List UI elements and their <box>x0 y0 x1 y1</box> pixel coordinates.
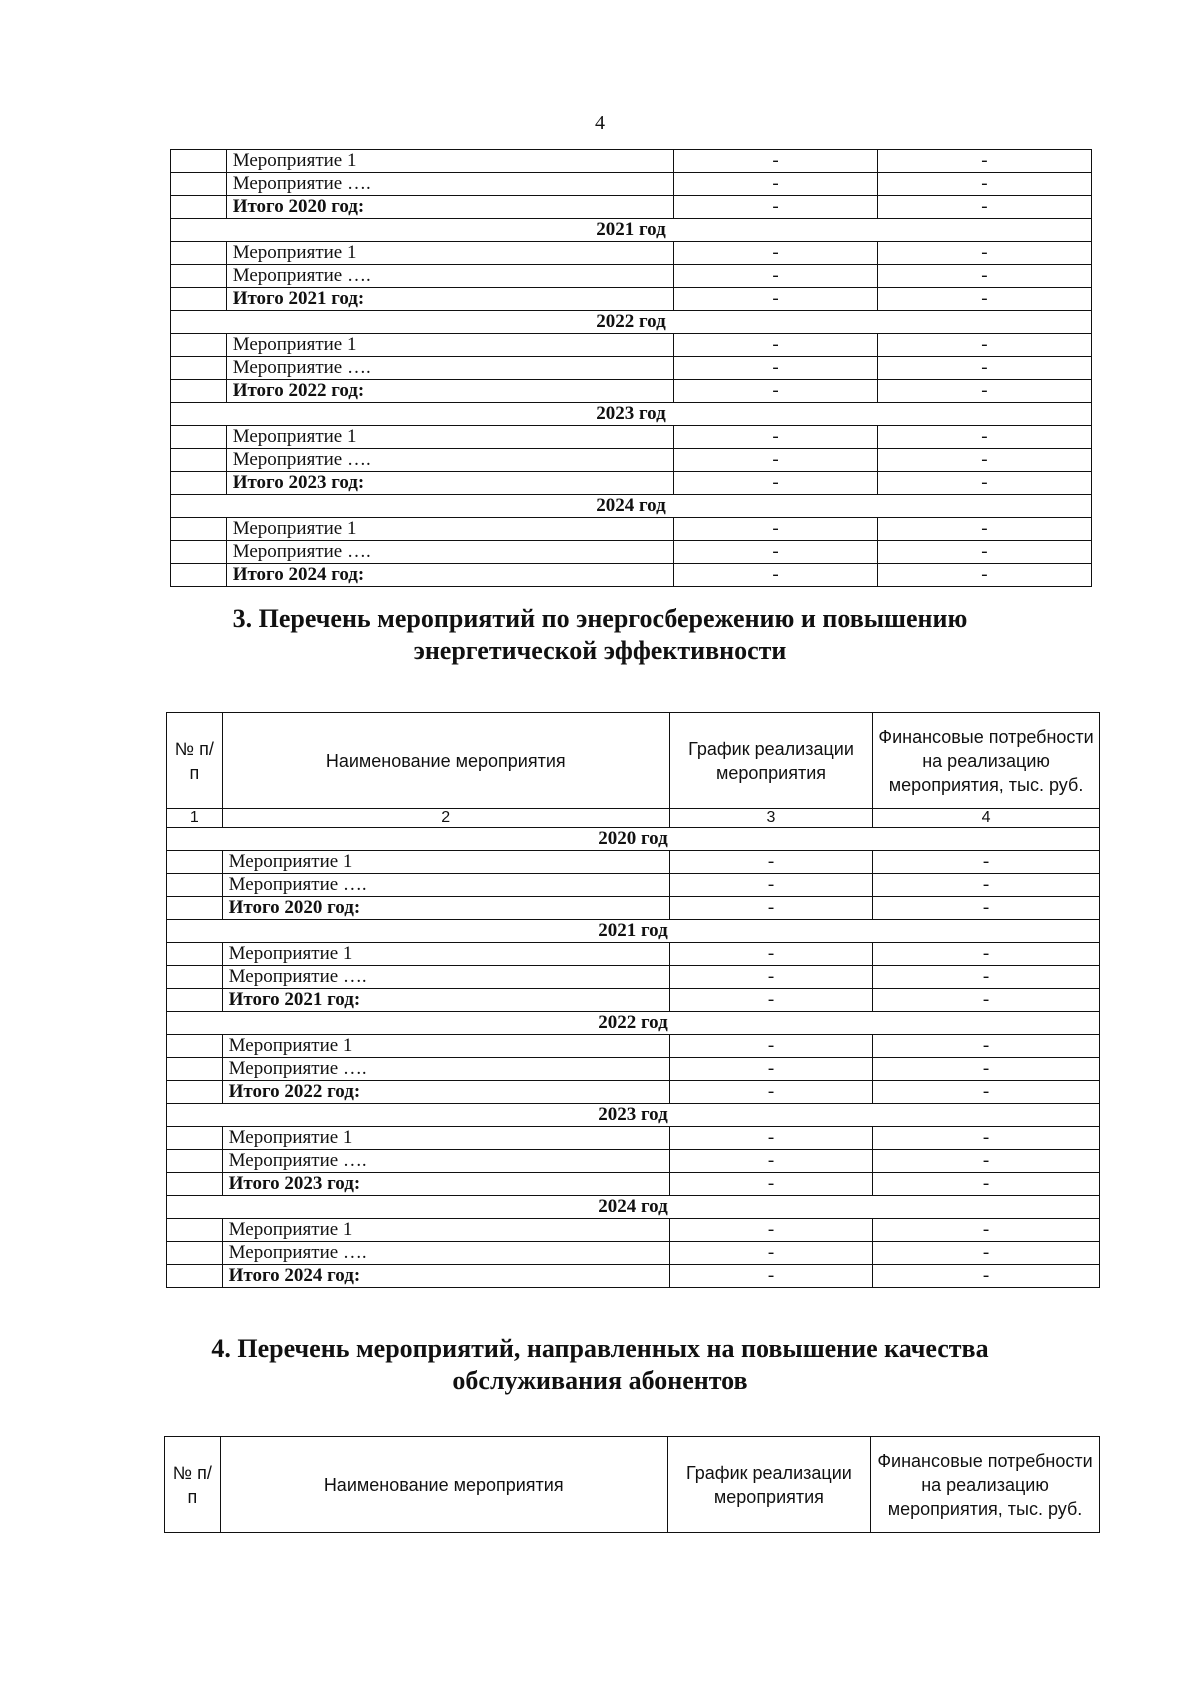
finance-cell: - <box>877 449 1091 472</box>
total-row <box>171 380 1092 403</box>
schedule-cell: - <box>674 472 877 495</box>
section4-title-line1: 4. Перечень мероприятий, направленных на повышение качества <box>211 1334 989 1363</box>
num-cell <box>167 874 223 897</box>
section4-table <box>164 1436 1100 1533</box>
year-row <box>171 311 1092 334</box>
event-name-cell: Мероприятие 1 <box>226 150 674 173</box>
year-row <box>171 403 1092 426</box>
total-row <box>167 1173 1100 1196</box>
schedule-cell: - <box>669 1081 872 1104</box>
total-row <box>171 288 1092 311</box>
num-cell <box>167 1127 223 1150</box>
year-label: 2024 год <box>167 1196 1100 1219</box>
year-label: 2023 год <box>167 1104 1100 1127</box>
finance-cell: - <box>877 173 1091 196</box>
year-row <box>167 1104 1100 1127</box>
schedule-cell: - <box>669 851 872 874</box>
event-name-cell: Мероприятие 1 <box>222 1127 669 1150</box>
continuation-table <box>170 149 1092 587</box>
schedule-cell: - <box>674 265 877 288</box>
event-name-cell: Итого 2024 год: <box>226 564 674 587</box>
event-name-cell: Итого 2020 год: <box>222 897 669 920</box>
table-row <box>167 1127 1100 1150</box>
schedule-cell: - <box>669 1219 872 1242</box>
finance-cell: - <box>877 196 1091 219</box>
table-row <box>171 357 1092 380</box>
section3-title <box>150 603 1050 667</box>
num-cell <box>167 1219 223 1242</box>
year-row <box>167 920 1100 943</box>
total-row <box>167 1081 1100 1104</box>
schedule-cell: - <box>669 1242 872 1265</box>
num-cell <box>171 288 227 311</box>
year-row <box>167 828 1100 851</box>
event-name-cell: Мероприятие …. <box>226 541 674 564</box>
event-name-cell: Мероприятие …. <box>222 874 669 897</box>
num-cell <box>171 173 227 196</box>
event-name-cell: Мероприятие …. <box>222 1242 669 1265</box>
event-name-cell: Мероприятие 1 <box>222 1219 669 1242</box>
schedule-cell: - <box>669 1058 872 1081</box>
finance-cell: - <box>877 334 1091 357</box>
section3-title-line2: энергетической эффективности <box>413 636 787 665</box>
page-number: 4 <box>595 112 605 134</box>
table-row <box>167 1150 1100 1173</box>
num-cell <box>171 265 227 288</box>
finance-cell: - <box>873 989 1100 1012</box>
finance-cell: - <box>877 150 1091 173</box>
event-name-cell: Мероприятие 1 <box>222 851 669 874</box>
num-cell <box>171 472 227 495</box>
header-num: № п/п <box>165 1437 221 1533</box>
schedule-cell: - <box>669 897 872 920</box>
schedule-cell: - <box>674 449 877 472</box>
section3-table <box>166 712 1100 1288</box>
table-row <box>167 943 1100 966</box>
finance-cell: - <box>877 265 1091 288</box>
event-name-cell: Мероприятие …. <box>222 1058 669 1081</box>
year-row <box>171 219 1092 242</box>
schedule-cell: - <box>669 966 872 989</box>
table-row <box>171 541 1092 564</box>
finance-cell: - <box>873 1150 1100 1173</box>
table-row <box>167 966 1100 989</box>
table-row <box>167 1219 1100 1242</box>
year-row <box>171 495 1092 518</box>
finance-cell: - <box>873 943 1100 966</box>
finance-cell: - <box>873 1058 1100 1081</box>
finance-cell: - <box>873 897 1100 920</box>
schedule-cell: - <box>674 150 877 173</box>
total-row <box>171 472 1092 495</box>
schedule-cell: - <box>674 518 877 541</box>
table-row <box>171 242 1092 265</box>
event-name-cell: Итого 2023 год: <box>222 1173 669 1196</box>
num-cell <box>171 426 227 449</box>
num-cell <box>171 564 227 587</box>
header-name: Наименование мероприятия <box>220 1437 667 1533</box>
event-name-cell: Мероприятие …. <box>222 1150 669 1173</box>
num-cell <box>167 1035 223 1058</box>
num-cell <box>167 943 223 966</box>
event-name-cell: Итого 2024 год: <box>222 1265 669 1288</box>
schedule-cell: - <box>669 989 872 1012</box>
schedule-cell: - <box>674 242 877 265</box>
event-name-cell: Мероприятие …. <box>222 966 669 989</box>
event-name-cell: Мероприятие 1 <box>226 426 674 449</box>
total-row <box>171 196 1092 219</box>
col-number-3: 3 <box>669 809 872 828</box>
num-cell <box>171 518 227 541</box>
table-row <box>171 449 1092 472</box>
col-number-2: 2 <box>222 809 669 828</box>
col-number-4: 4 <box>873 809 1100 828</box>
num-cell <box>167 1242 223 1265</box>
table-row <box>171 426 1092 449</box>
header-schedule: График реализации мероприятия <box>669 713 872 809</box>
year-label: 2021 год <box>167 920 1100 943</box>
event-name-cell: Мероприятие 1 <box>226 518 674 541</box>
schedule-cell: - <box>669 1150 872 1173</box>
num-cell <box>171 242 227 265</box>
finance-cell: - <box>877 564 1091 587</box>
section4-title-line2: обслуживания абонентов <box>452 1366 748 1395</box>
year-label: 2021 год <box>171 219 1092 242</box>
schedule-cell: - <box>674 426 877 449</box>
event-name-cell: Мероприятие …. <box>226 449 674 472</box>
schedule-cell: - <box>674 334 877 357</box>
total-row <box>167 897 1100 920</box>
event-name-cell: Мероприятие …. <box>226 173 674 196</box>
num-cell <box>171 334 227 357</box>
num-cell <box>171 150 227 173</box>
num-cell <box>167 1173 223 1196</box>
event-name-cell: Итого 2020 год: <box>226 196 674 219</box>
event-name-cell: Мероприятие 1 <box>226 242 674 265</box>
finance-cell: - <box>873 1265 1100 1288</box>
finance-cell: - <box>873 1127 1100 1150</box>
total-row <box>171 564 1092 587</box>
num-cell <box>167 1081 223 1104</box>
finance-cell: - <box>877 518 1091 541</box>
finance-cell: - <box>873 1219 1100 1242</box>
year-row <box>167 1196 1100 1219</box>
event-name-cell: Итого 2023 год: <box>226 472 674 495</box>
table-row <box>167 1058 1100 1081</box>
total-row <box>167 1265 1100 1288</box>
table-row <box>171 334 1092 357</box>
schedule-cell: - <box>674 288 877 311</box>
event-name-cell: Мероприятие …. <box>226 265 674 288</box>
year-label: 2023 год <box>171 403 1092 426</box>
finance-cell: - <box>877 357 1091 380</box>
header-num: № п/п <box>167 713 223 809</box>
finance-cell: - <box>873 1035 1100 1058</box>
schedule-cell: - <box>674 357 877 380</box>
header-finance: Финансовые потребности на реализацию мероприятия, тыс. руб. <box>871 1437 1100 1533</box>
num-cell <box>171 541 227 564</box>
finance-cell: - <box>877 472 1091 495</box>
finance-cell: - <box>877 288 1091 311</box>
col-number-1: 1 <box>167 809 223 828</box>
schedule-cell: - <box>669 1173 872 1196</box>
num-cell <box>167 851 223 874</box>
finance-cell: - <box>877 541 1091 564</box>
finance-cell: - <box>877 380 1091 403</box>
header-schedule: График реализации мероприятия <box>667 1437 870 1533</box>
event-name-cell: Мероприятие …. <box>226 357 674 380</box>
schedule-cell: - <box>669 874 872 897</box>
section4-title <box>150 1333 1050 1397</box>
num-cell <box>167 989 223 1012</box>
event-name-cell: Мероприятие 1 <box>226 334 674 357</box>
year-label: 2020 год <box>167 828 1100 851</box>
num-cell <box>171 449 227 472</box>
num-cell <box>167 1058 223 1081</box>
year-label: 2024 год <box>171 495 1092 518</box>
num-cell <box>167 1265 223 1288</box>
section3-title-line1: 3. Перечень мероприятий по энергосбережению и повышению <box>232 604 968 633</box>
table-row <box>171 518 1092 541</box>
header-name: Наименование мероприятия <box>222 713 669 809</box>
finance-cell: - <box>873 1081 1100 1104</box>
event-name-cell: Итого 2022 год: <box>222 1081 669 1104</box>
num-cell <box>171 380 227 403</box>
schedule-cell: - <box>674 380 877 403</box>
schedule-cell: - <box>674 173 877 196</box>
table-row <box>171 150 1092 173</box>
finance-cell: - <box>873 1173 1100 1196</box>
table-row <box>171 173 1092 196</box>
finance-cell: - <box>877 426 1091 449</box>
table-row <box>171 265 1092 288</box>
year-row <box>167 1012 1100 1035</box>
finance-cell: - <box>873 851 1100 874</box>
finance-cell: - <box>873 1242 1100 1265</box>
finance-cell: - <box>873 966 1100 989</box>
event-name-cell: Итого 2021 год: <box>226 288 674 311</box>
event-name-cell: Итого 2022 год: <box>226 380 674 403</box>
schedule-cell: - <box>669 1035 872 1058</box>
schedule-cell: - <box>669 1127 872 1150</box>
schedule-cell: - <box>669 1265 872 1288</box>
table-row <box>167 851 1100 874</box>
event-name-cell: Мероприятие 1 <box>222 1035 669 1058</box>
num-cell <box>167 1150 223 1173</box>
year-label: 2022 год <box>167 1012 1100 1035</box>
table-row <box>167 1035 1100 1058</box>
year-label: 2022 год <box>171 311 1092 334</box>
table-row <box>167 1242 1100 1265</box>
schedule-cell: - <box>674 541 877 564</box>
finance-cell: - <box>873 874 1100 897</box>
schedule-cell: - <box>674 196 877 219</box>
event-name-cell: Итого 2021 год: <box>222 989 669 1012</box>
num-cell <box>171 196 227 219</box>
num-cell <box>171 357 227 380</box>
event-name-cell: Мероприятие 1 <box>222 943 669 966</box>
finance-cell: - <box>877 242 1091 265</box>
num-cell <box>167 966 223 989</box>
schedule-cell: - <box>674 564 877 587</box>
table-row <box>167 874 1100 897</box>
header-finance: Финансовые потребности на реализацию мероприятия, тыс. руб. <box>873 713 1100 809</box>
total-row <box>167 989 1100 1012</box>
schedule-cell: - <box>669 943 872 966</box>
num-cell <box>167 897 223 920</box>
